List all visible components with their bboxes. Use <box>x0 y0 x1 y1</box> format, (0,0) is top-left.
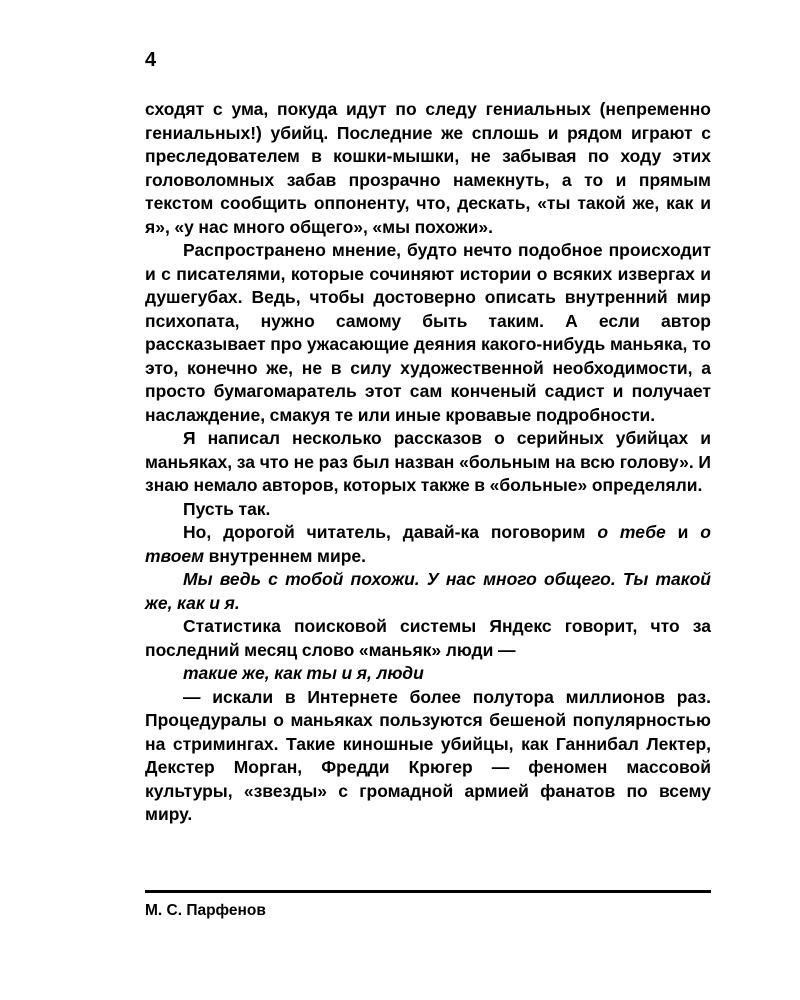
paragraph <box>145 662 711 686</box>
paragraph <box>145 98 711 239</box>
page-number: 4 <box>145 49 157 71</box>
italic-text-run: о тебе <box>597 522 666 542</box>
paragraph <box>145 498 711 522</box>
italic-text-run: Мы ведь с тобой похожи. У нас много общего. Ты такой же, как и я. <box>145 569 711 613</box>
paragraph <box>145 568 711 615</box>
text-run: внутреннем мире. <box>204 545 367 566</box>
paragraph <box>145 427 711 498</box>
paragraph <box>145 686 711 827</box>
italic-text-run: о твоем <box>145 522 711 566</box>
text-run: Но, дорогой читатель, давай-ка поговорим <box>183 522 598 542</box>
italic-text-run: такие же, как ты и я, люди <box>183 663 424 683</box>
text-run: Пусть так. <box>183 498 271 519</box>
text-run: — искали в Интернете более полутора миллионов раз. Процедуралы о маньяках пользуются бешеной популярностью на стримингах. Такие киношные убийцы, как Ганнибал Лектер, Декстер Морган, Фредди Крюгер — феномен массовой культуры, «звезды» с громадной армией фанатов по всему миру. <box>145 686 711 824</box>
footer-author: М. С. Парфенов <box>145 902 266 919</box>
text-run: и <box>665 522 701 542</box>
page-footer <box>145 890 711 920</box>
text-run: сходят с ума, покуда идут по следу гениальных (непременно гениальных!) убийц. Последние же сплошь и рядом играют с преследователем в кошки-мышки, не забывая по ходу этих головоломных забав прозрачно намекнуть, а то и прямым текстом сообщить оппоненту, что, дескать, «ты такой же, как и я», «у нас много общего», «мы похожи». <box>145 99 711 237</box>
footer-rule <box>145 890 711 893</box>
paragraph <box>145 615 711 662</box>
paragraph <box>145 239 711 427</box>
text-column <box>145 98 711 827</box>
text-run: Я написал несколько рассказов о серийных убийцах и маньяках, за что не раз был назван «больным на всю голову». И знаю немало авторов, которых также в «больные» определяли. <box>145 428 711 495</box>
text-run: Статистика поисковой системы Яндекс говорит, что за последний месяц слово «маньяк» люди — <box>145 616 711 660</box>
paragraph <box>145 521 711 568</box>
text-run: Распространено мнение, будто нечто подобное происходит и с писателями, которые сочиняют истории о всяких извергах и душегубах. Ведь, чтобы достоверно описать внутренний мир психопата, нужно самому быть таким. А если автор рассказывает про ужасающие деяния какого-нибудь маньяка, то это, конечно же, не в силу художественной необходимости, а просто бумагомаратель этот сам конченый садист и получает наслаждение, смакуя те или иные кровавые подробности. <box>145 240 711 425</box>
